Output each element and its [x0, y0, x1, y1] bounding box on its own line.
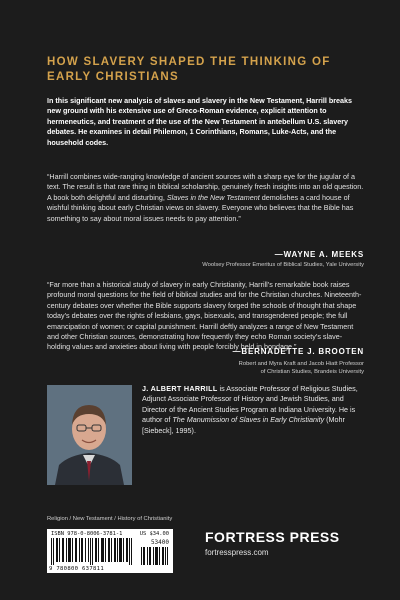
author-previous-book: The Manumission of Slaves in Early Christianity — [172, 415, 325, 425]
isbn-barcode — [47, 529, 173, 573]
author-name: J. ALBERT HARRILL — [142, 384, 218, 393]
subject-categories: Religion / New Testament / History of Christianity — [47, 516, 173, 522]
affiliation-line-2: of Christian Studies, Brandeis University — [260, 369, 364, 375]
endorser-affiliation-meeks: Woolsey Professor Emeritus of Biblical Studies, Yale University — [202, 262, 364, 268]
price-barcode-icon — [141, 547, 169, 565]
author-bio-end: (Mohr [Siebeck], 1995). — [142, 415, 345, 435]
back-cover-headline: HOW SLAVERY SHAPED THE THINKING OF EARLY CHRISTIANS — [47, 56, 331, 83]
endorsement-meeks — [47, 172, 365, 224]
price-label: US $34.00 — [139, 531, 169, 537]
publisher-name: FORTRESS PRESS — [205, 529, 340, 545]
author-bio — [142, 384, 367, 436]
barcode-bars-icon — [51, 538, 133, 565]
author-photo — [47, 385, 132, 485]
endorser-affiliation-brooten — [239, 360, 364, 376]
endorser-name-brooten: —BERNADETTE J. BROOTEN — [232, 347, 364, 356]
endorsement-brooten: “Far more than a historical study of slavery in early Christianity, Harrill’s remarkable book raises profound moral questions for the field of biblical studies and for the Christian churches. Nineteenth-century debates over whether the Bible supports slavery forged the schools of thought that shape today’s debates over the rights of lesbians, gays, bisexuals, and transgendered people; the full emancipation of women; or capital punishment. Harrill deftly analyzes a range of New Testament and other Christian sources, demonstrating how frequently they echo Roman society’s slave-holding values and anxieties about living with people forcibly held in bondage.” — [47, 280, 362, 352]
price-code: 53400 — [150, 539, 169, 546]
affiliation-line-1: Robert and Myra Kraft and Jacob Hiatt Professor — [238, 361, 364, 367]
isbn-number: ISBN 978-0-8006-3781-1 — [51, 531, 123, 537]
endorsement-text-continued: demolishes a card house of wishful thinking about early Christian views on slavery. Everyone who believes that the Bible has something to say about moral issues needs to pay attention.” — [47, 192, 354, 223]
barcode-digits: 9 780800 637811 — [49, 566, 105, 572]
author-portrait-icon — [47, 385, 132, 485]
book-title-in-quote: Slaves in the New Testament — [166, 192, 260, 202]
endorsement-text: “Harrill combines wide-ranging knowledge of ancient sources with a sharp eye for the jugular of a text. The result is that rare thing in biblical scholarship, genuinely fresh insights into an old question. A book both delightful and disturbing, — [47, 172, 364, 202]
book-description: In this significant new analysis of slaves and slavery in the New Testament, Harrill breaks new ground with his extensive use of Greco-Roman evidence, explicit attention to hermeneutics, and treatment of the use of the New Testament in antebellum U.S. slavery debates. He examines in detail Philemon, 1 Corinthians, Romans, Luke-Acts, and the household codes. — [47, 96, 353, 147]
endorser-name-meeks: —WAYNE A. MEEKS — [274, 250, 364, 259]
author-bio-text: is Associate Professor of Religious Studies, Adjunct Associate Professor of History and Jewish Studies, and Director of the Ancient Studies Program at Indiana University. He is author of — [142, 384, 358, 425]
publisher-url: fortresspress.com — [205, 548, 269, 557]
